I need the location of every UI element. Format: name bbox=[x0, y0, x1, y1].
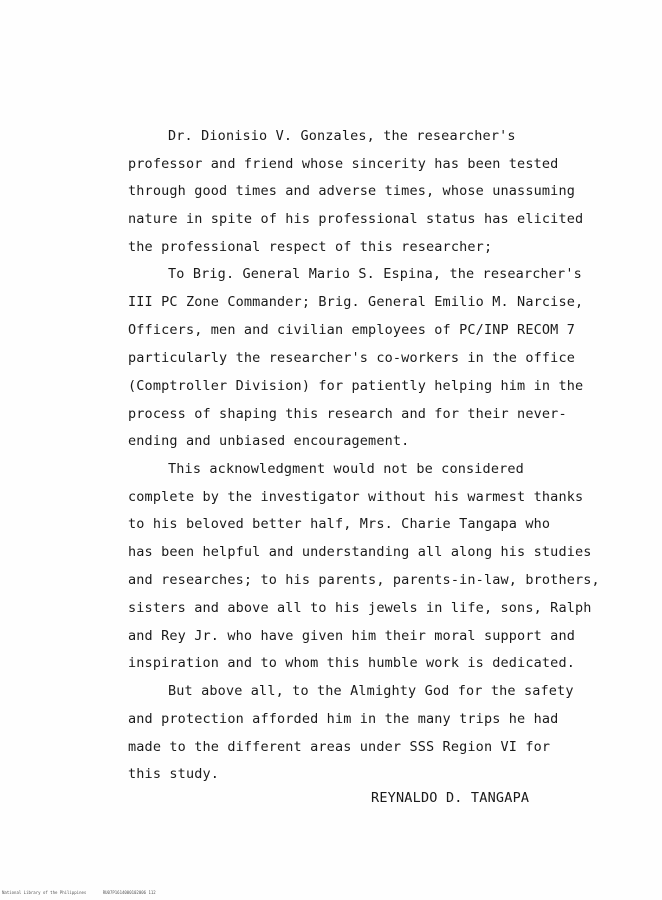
scan-footer bbox=[2, 890, 170, 896]
text-line: process of shaping this research and for their never- bbox=[128, 406, 567, 422]
text-line: professor and friend whose sincerity has been tested bbox=[128, 156, 559, 172]
text-line: the professional respect of this researcher; bbox=[128, 239, 493, 255]
text-line: this study. bbox=[128, 766, 220, 782]
text-line: particularly the researcher's co-workers in the office bbox=[128, 350, 575, 366]
text-line: III PC Zone Commander; Brig. General Emilio M. Narcise, bbox=[128, 294, 584, 310]
text-line: To Brig. General Mario S. Espina, the researcher's bbox=[168, 266, 582, 282]
text-line: through good times and adverse times, whose unassuming bbox=[128, 183, 575, 199]
text-line: made to the different areas under SSS Region VI for bbox=[128, 739, 551, 755]
text-line: But above all, to the Almighty God for the safety bbox=[168, 683, 574, 699]
text-line: and researches; to his parents, parents-in-law, brothers, bbox=[128, 572, 600, 588]
text-line: sisters and above all to his jewels in life, sons, Ralph bbox=[128, 600, 592, 616]
text-line: ending and unbiased encouragement. bbox=[128, 433, 410, 449]
text-line: and Rey Jr. who have given him their moral support and bbox=[128, 628, 575, 644]
text-line: Officers, men and civilian employees of PC/INP RECOM 7 bbox=[128, 322, 575, 338]
text-line: inspiration and to whom this humble work is dedicated. bbox=[128, 655, 575, 671]
signature-name: REYNALDO D. TANGAPA bbox=[371, 790, 530, 806]
text-line: has been helpful and understanding all along his studies bbox=[128, 544, 592, 560]
text-line: Dr. Dionisio V. Gonzales, the researcher's bbox=[168, 128, 516, 144]
text-line: nature in spite of his professional status has elicited bbox=[128, 211, 584, 227]
text-line: (Comptroller Division) for patiently helping him in the bbox=[128, 378, 584, 394]
text-line: to his beloved better half, Mrs. Charie Tangapa who bbox=[128, 516, 551, 532]
footer-code: RU07P1614000102006 112 bbox=[102, 890, 156, 895]
footer-library: National Library of the Philippines bbox=[2, 890, 87, 895]
text-line: complete by the investigator without his warmest thanks bbox=[128, 489, 584, 505]
text-line: and protection afforded him in the many trips he had bbox=[128, 711, 559, 727]
text-line: This acknowledgment would not be considered bbox=[168, 461, 524, 477]
